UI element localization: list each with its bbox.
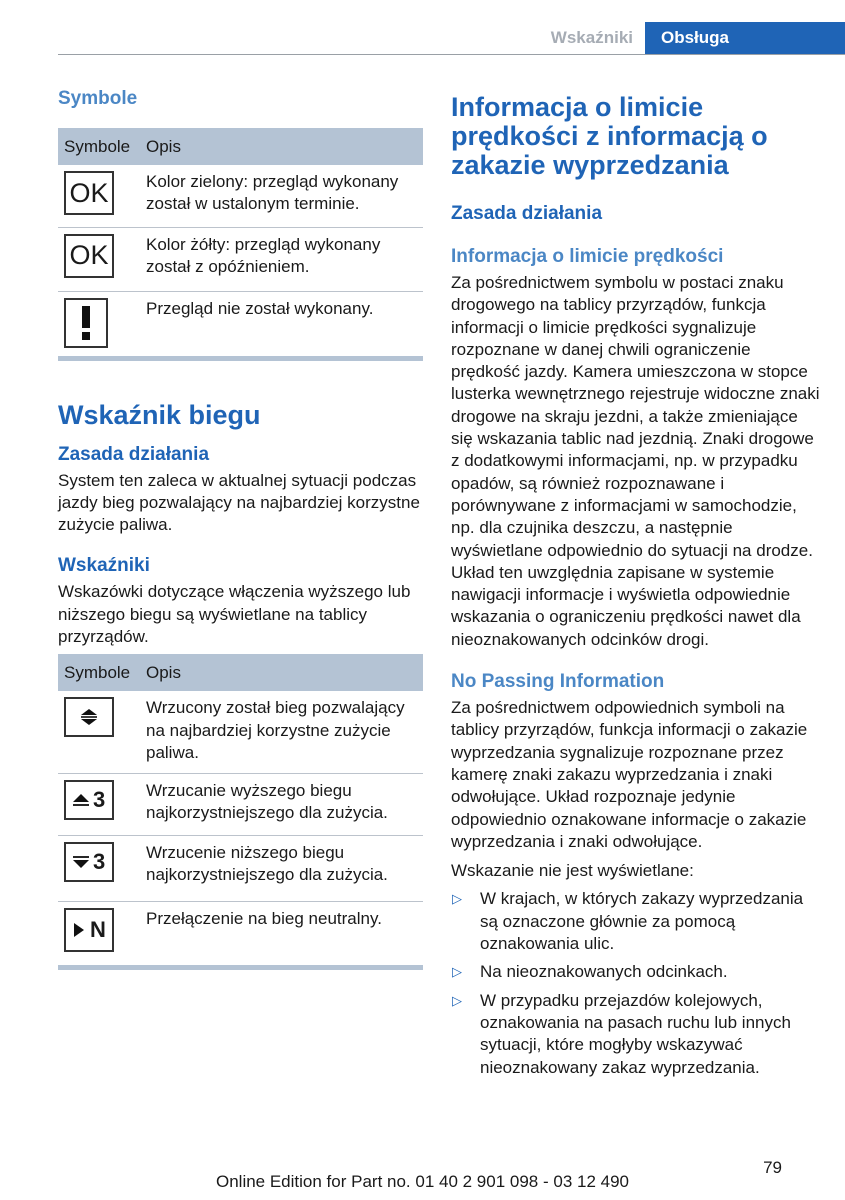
gear-indicators-text: Wskazówki dotyczące włączenia wyższego lub niższego biegu są wyświetlane na tablicy przyrządów.	[58, 582, 411, 646]
gear-neutral-letter: N	[90, 916, 106, 942]
right-principle-heading: Zasada działania	[451, 203, 603, 224]
table-row	[58, 691, 423, 773]
service-symbols-table	[58, 128, 423, 356]
table-header-row	[58, 654, 423, 691]
gear-up-number: 3	[93, 786, 106, 812]
bullet-icon: ▷	[452, 891, 462, 907]
list-item	[451, 961, 823, 983]
ok-green-icon: OK	[64, 171, 114, 215]
not-shown-text: Wskazanie nie jest wyświetlane:	[451, 861, 694, 881]
row-desc: Kolor żółty: przegląd wykonany został z opóźnieniem.	[140, 227, 423, 291]
symbols-heading: Symbole	[58, 88, 138, 109]
table-end-rule	[58, 965, 423, 970]
header-tabs	[525, 22, 845, 54]
bullet-icon: ▷	[452, 992, 462, 1008]
table-row	[58, 773, 423, 835]
right-column	[451, 88, 823, 1079]
gear-principle-heading: Zasada działania	[58, 443, 210, 465]
gear-neutral-icon	[64, 908, 114, 952]
row-desc: Kolor zielony: przegląd wykonany został w ustalonym terminie.	[140, 165, 423, 227]
row-desc: Wrzucanie wyższego biegu najkorzystniejszego dla zużycia.	[140, 773, 423, 835]
no-passing-heading: No Passing Information	[451, 671, 665, 693]
list-item	[451, 990, 823, 1079]
row-desc: Przełączenie na bieg neutralny.	[146, 908, 382, 928]
speed-limit-title: Informacja o limicie prędkości z informacją o zakazie wyprzedzania	[451, 92, 768, 180]
table-row	[58, 901, 423, 965]
row-desc: Wrzucony został bieg pozwalający na najbardziej korzystne zużycie paliwa.	[140, 691, 423, 773]
gear-down-icon	[64, 842, 114, 882]
page-number: 79	[763, 1158, 782, 1177]
exclamation-icon	[64, 298, 108, 348]
list-item-text: W przypadku przejazdów kolejowych, oznakowania na pasach ruchu lub innych sytuacji, które mogłyby wskazywać nieoznakowany zakaz wyprzedzania.	[480, 990, 791, 1077]
not-shown-list	[451, 888, 823, 1078]
table-header-row	[58, 128, 423, 165]
bullet-icon: ▷	[452, 964, 462, 980]
col-symbol-header: Symbole	[64, 662, 131, 682]
list-item	[451, 888, 823, 955]
col-desc-header: Opis	[146, 662, 181, 682]
left-column	[58, 88, 423, 970]
no-passing-text: Za pośrednictwem odpowiednich symboli na tablicy przyrządów, funkcja informacji o zakazie wyprzedzania sygnalizuje rozpoznane przez kamerę znaki zakazu wyprzedzania i znaki odwołujące. Układ rozpoznaje jedynie odpowiednio oznakowane informacje o zakazie wyprzedzania i znaki odwołujące.	[451, 698, 808, 851]
gear-up-icon	[64, 780, 114, 820]
gear-indicator-title: Wskaźnik biegu	[58, 399, 261, 430]
edition-footer: Online Edition for Part no. 01 40 2 901 098 - 03 12 490	[215, 1172, 629, 1191]
gear-principle-text: System ten zaleca w aktualnej sytuacji podczas jazdy bieg pozwalający na najbardziej korzystne zużycie paliwa.	[58, 470, 420, 535]
section-tab: Wskaźniki	[550, 28, 633, 47]
gear-symbols-table	[58, 654, 423, 965]
chapter-tab: Obsługa	[645, 22, 845, 54]
speed-limit-text: Za pośrednictwem symbolu w postaci znaku drogowego na tablicy przyrządów, funkcja informacji o limicie prędkości sygnalizuje rozpoznane w danej chwili ograniczenie prędkość jazdy. Kamera umieszczona w stopce lusterka wewnętrznego rejestruje widoczne znaki drogowe na skraju jezdni, a także zmieniające się wskazania tablic nad jezdnią. Znaki drogowe z dodatkowymi informacjami, np. w przypadku opadów, są również rozpoznawane i porównywane z informacjami w samochodzie, np. dla czujnika deszczu, a następnie wyświetlane odpowiednio do sytuacji na drodze. Układ ten uwzględnia zapisane w systemie nawigacji informacje i wyświetla odpowiednie wskazania o ograniczeniu prędkości nawet dla nieoznakowanych odcinków drogi.	[451, 273, 820, 649]
list-item-text: Na nieoznakowanych odcinkach.	[480, 962, 728, 982]
speed-limit-heading: Informacja o limicie prędkości	[451, 246, 724, 267]
gear-indicators-heading: Wskaźniki	[58, 555, 150, 577]
table-row	[58, 227, 423, 291]
list-item-text: W krajach, w których zakazy wyprzedzania są oznaczone głównie za pomocą oznakowania ulic.	[480, 889, 804, 954]
table-row	[58, 835, 423, 901]
table-end-rule	[58, 356, 423, 361]
gear-optimal-icon	[64, 697, 114, 737]
header-rule	[58, 54, 845, 55]
table-row	[58, 291, 423, 356]
row-desc: Przegląd nie został wykonany.	[146, 298, 374, 318]
col-symbol-header: Symbole	[64, 136, 131, 156]
col-desc-header: Opis	[146, 136, 181, 156]
gear-down-number: 3	[93, 848, 106, 874]
table-row	[58, 165, 423, 227]
row-desc: Wrzucenie niższego biegu najkorzystniejszego dla zużycia.	[140, 835, 423, 901]
ok-yellow-icon: OK	[64, 234, 114, 278]
